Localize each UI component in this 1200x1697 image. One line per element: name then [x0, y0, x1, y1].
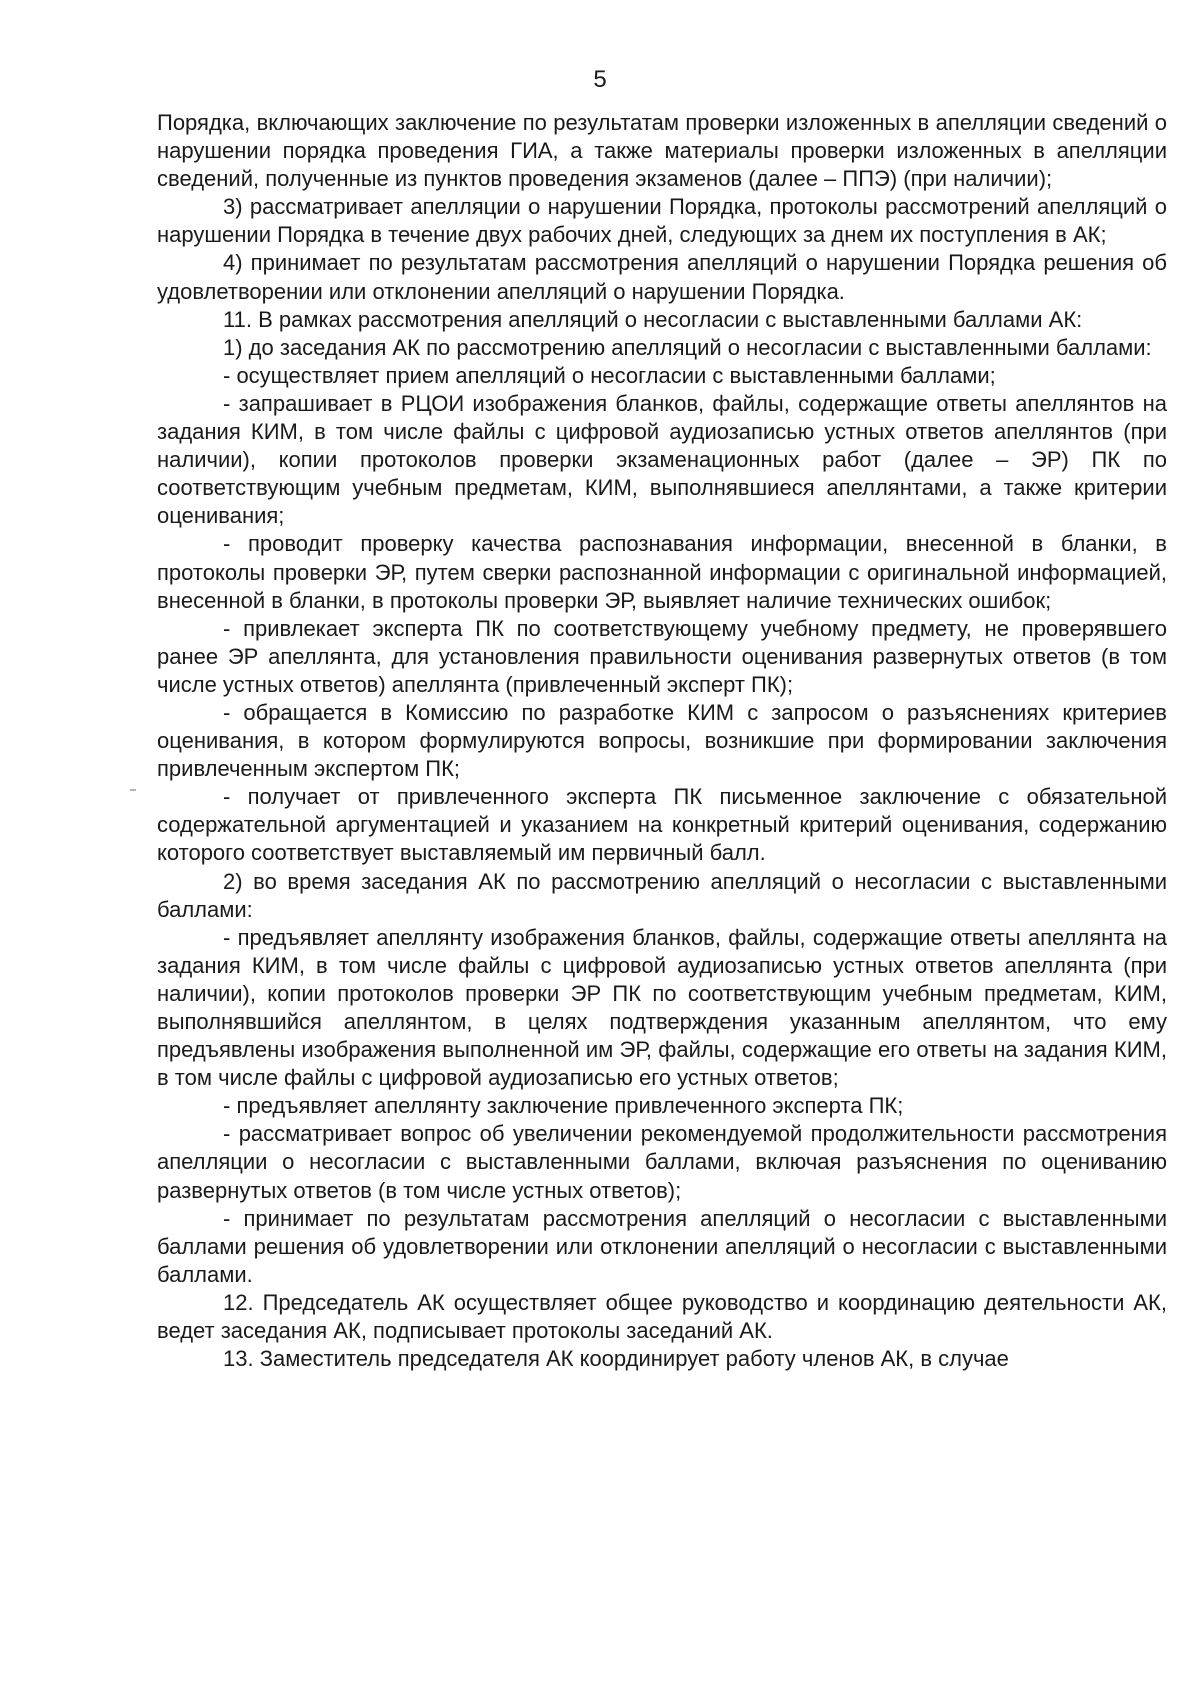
document-body — [157, 109, 1167, 1373]
paragraph: - проводит проверку качества распознавания информации, внесенной в бланки, в протоколы проверки ЭР, путем сверки распознанной информации с оригинальной информацией, внесенной в бланки, в протоколы проверки ЭР, выявляет наличие технических ошибок; — [157, 531, 1167, 613]
paragraph: 4) принимает по результатам рассмотрения апелляций о нарушении Порядка решения об удовлетворении или отклонении апелляций о нарушении Порядка. — [157, 250, 1167, 304]
paragraph: - получает от привлеченного эксперта ПК письменное заключение с обязательной содержательной аргументацией и указанием на конкретный критерий оценивания, содержанию которого соответствует выставляемый им первичный балл. — [157, 784, 1167, 866]
paragraph: - предъявляет апеллянту заключение привлеченного эксперта ПК; — [223, 1093, 904, 1119]
paragraph: 13. Заместитель председателя АК координирует работу членов АК, в случае — [223, 1346, 1009, 1372]
paragraph: - привлекает эксперта ПК по соответствующему учебному предмету, не проверявшего ранее ЭР апеллянта, для установления правильности оценивания развернутых ответов (в том числе устных ответов) апеллянта (привлеченный эксперт ПК); — [157, 615, 1167, 697]
paragraph: - рассматривает вопрос об увеличении рекомендуемой продолжительности рассмотрения апелляции о несогласии с выставленными баллами, включая разъяснения по оцениванию развернутых ответов (в том числе устных ответов); — [157, 1121, 1167, 1203]
paragraph: - принимает по результатам рассмотрения апелляций о несогласии с выставленными баллами решения об удовлетворении или отклонении апелляций о несогласии с выставленными баллами. — [157, 1205, 1167, 1287]
paragraph: 1) до заседания АК по рассмотрению апелляций о несогласии с выставленными баллами: — [223, 334, 1152, 360]
paragraph: 12. Председатель АК осуществляет общее руководство и координацию деятельности АК, ведет заседания АК, подписывает протоколы заседаний АК. — [157, 1289, 1167, 1344]
paragraph: 3) рассматривает апелляции о нарушении Порядка, протоколы рассмотрений апелляций о нарушении Порядка в течение двух рабочих дней, следующих за днем их поступления в АК; — [157, 194, 1167, 248]
paragraph: 11. В рамках рассмотрения апелляций о несогласии с выставленными баллами АК: — [223, 306, 1083, 332]
page-number: 5 — [593, 66, 607, 93]
paragraph: - осуществляет прием апелляций о несогласии с выставленными баллами; — [223, 362, 996, 388]
paragraph: - предъявляет апеллянту изображения бланков, файлы, содержащие ответы апеллянта на задания КИМ, в том числе файлы с цифровой аудиозаписью устных ответов апеллянта (при наличии), копии протоколов проверки ЭР ПК по соответствующим учебным предметам, КИМ, выполнявшийся апеллянтом, в целях подтверждения указанным апеллянтом, что ему предъявлены изображения выполненной им ЭР, файлы, содержащие его ответы на задания КИМ, в том числе файлы с цифровой аудиозаписью его устных ответов; — [157, 924, 1167, 1091]
paragraph: - запрашивает в РЦОИ изображения бланков, файлы, содержащие ответы апеллянтов на задания КИМ, в том числе файлы с цифровой аудиозаписью устных ответов апеллянтов (при наличии), копии протоколов проверки экзаменационных работ (далее – ЭР) ПК по соответствующим учебным предметам, КИМ, выполнявшиеся апеллянтами, а также критерии оценивания; — [157, 390, 1167, 529]
paragraph: 2) во время заседания АК по рассмотрению апелляций о несогласии с выставленными баллами: — [157, 868, 1167, 922]
scan-artifact — [130, 789, 136, 791]
paragraph: - обращается в Комиссию по разработке КИМ с запросом о разъяснениях критериев оценивания, в котором формулируются вопросы, возникшие при формировании заключения привлеченным экспертом ПК; — [157, 699, 1167, 782]
paragraph: Порядка, включающих заключение по результатам проверки изложенных в апелляции сведений о нарушении порядка проведения ГИА, а также материалы проверки изложенных в апелляции сведений, полученные из пунктов проведения экзаменов (далее – ППЭ) (при наличии); — [157, 110, 1167, 192]
